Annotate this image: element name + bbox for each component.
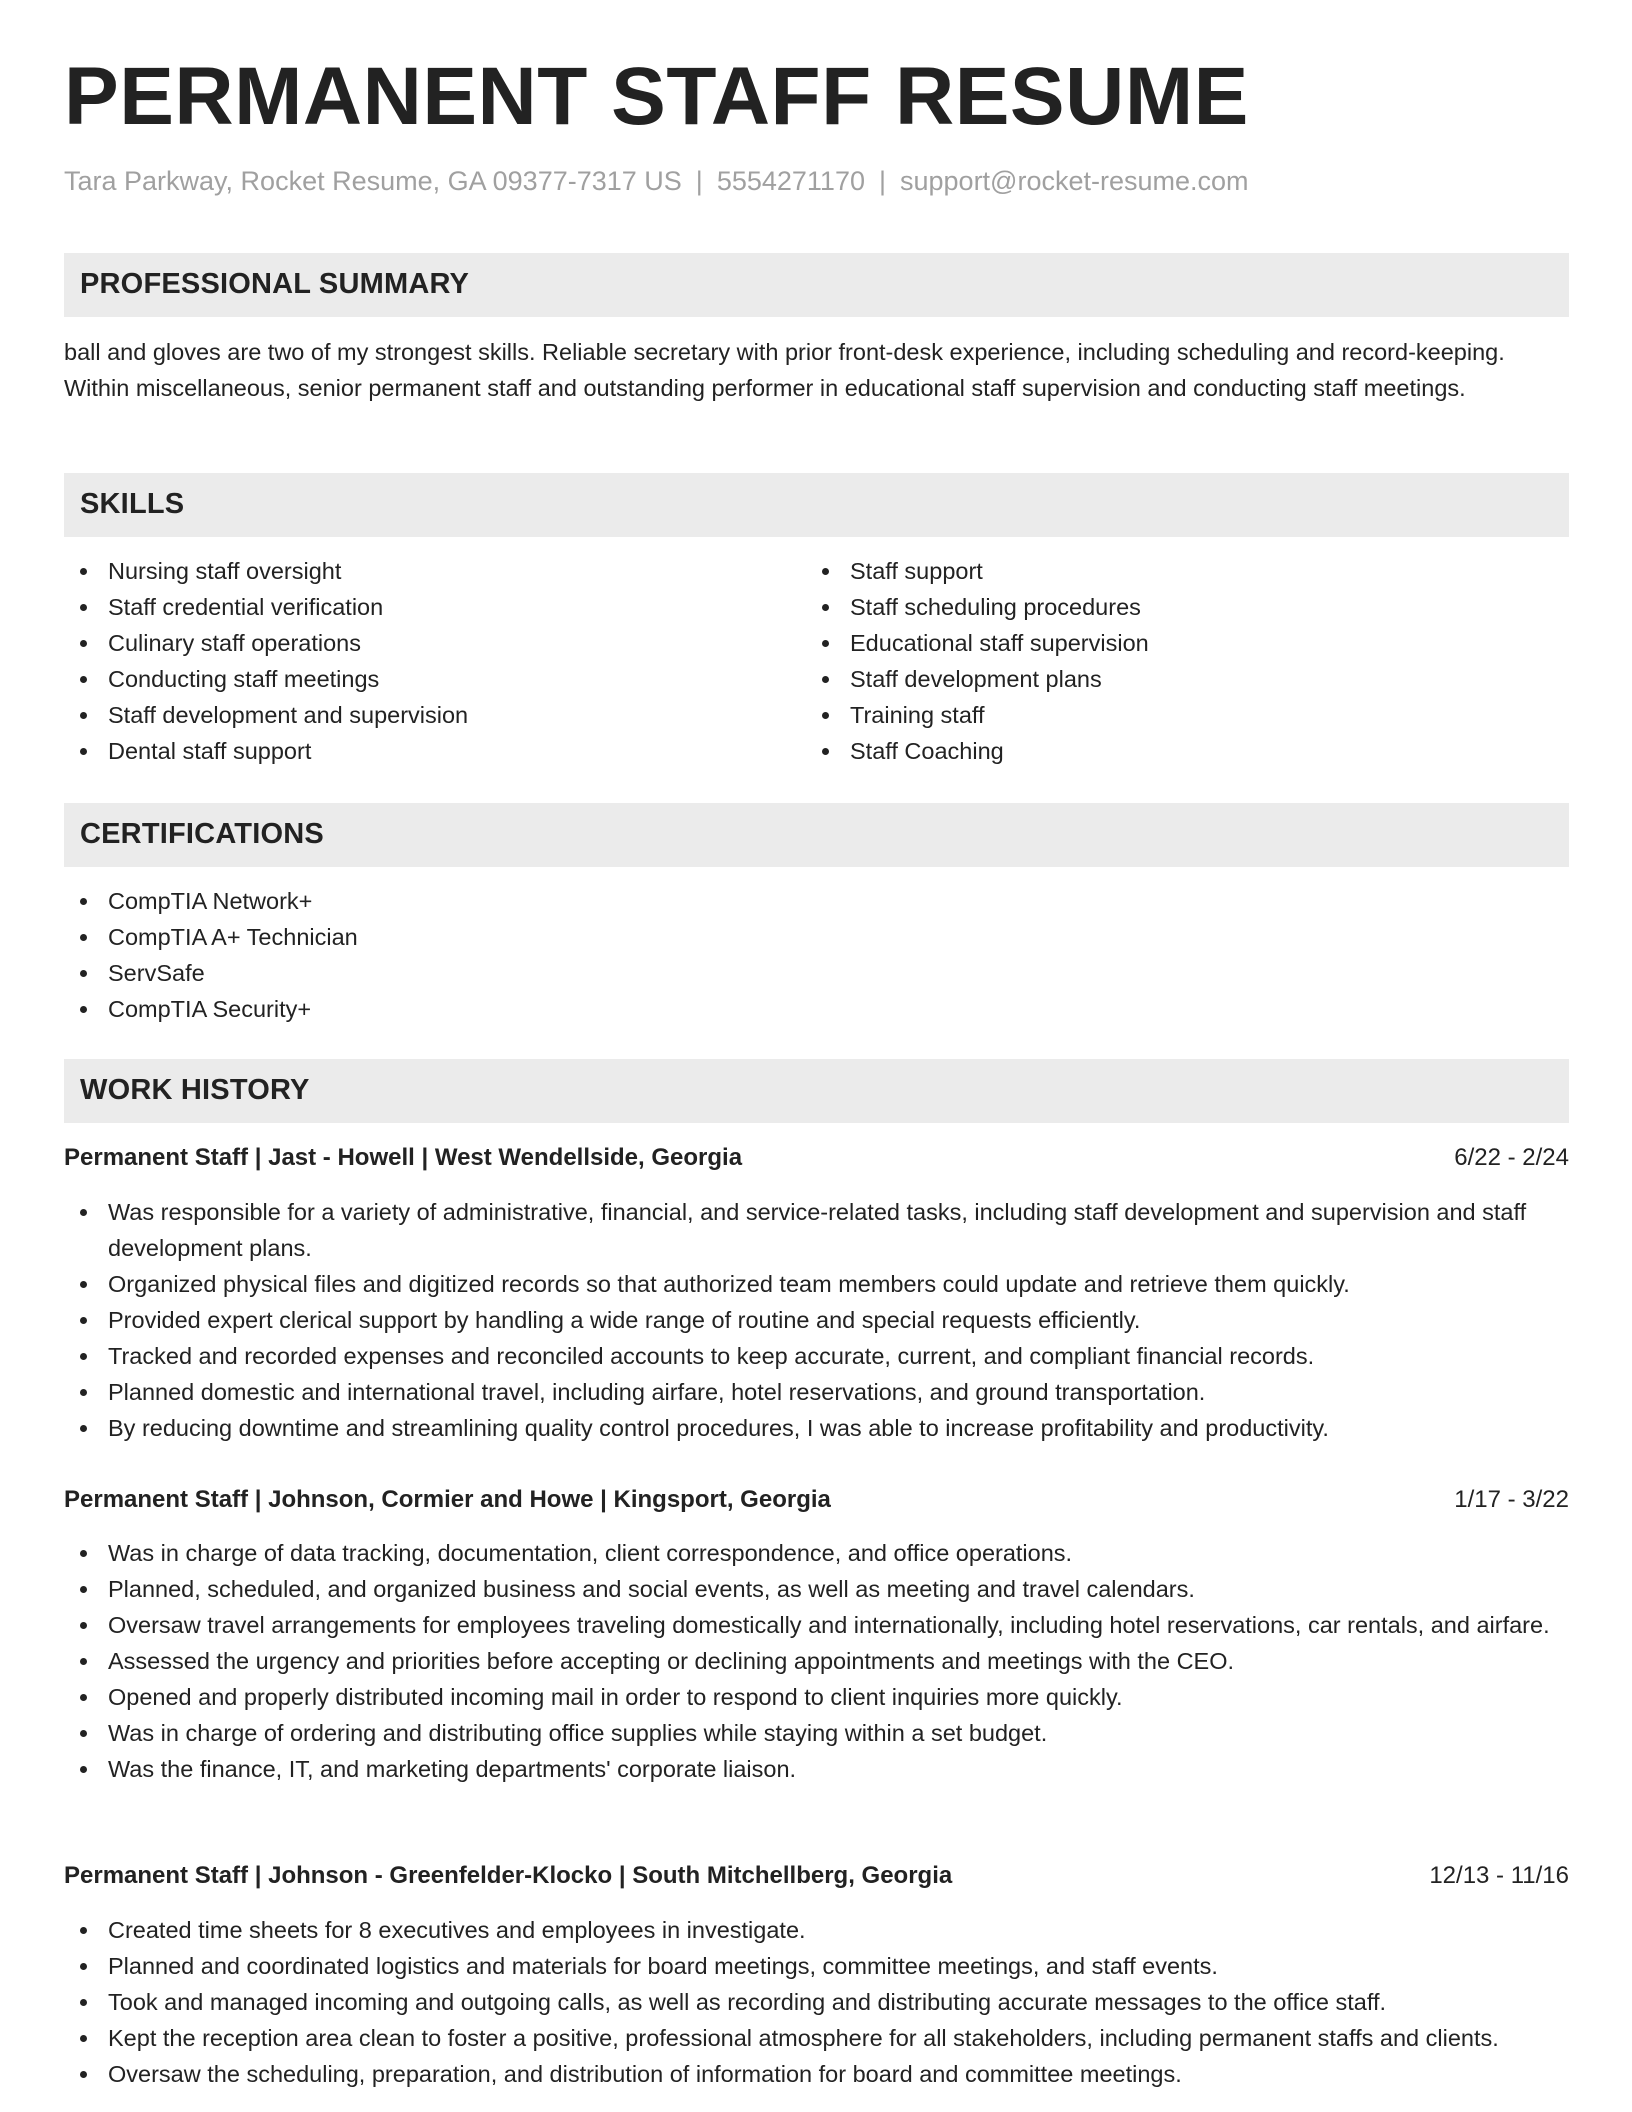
- job-bullet: Created time sheets for 8 executives and employees in investigate.: [64, 1912, 1569, 1948]
- job-bullet: Planned, scheduled, and organized business and social events, as well as meeting and travel calendars.: [64, 1571, 1569, 1607]
- skill-item: Staff support: [806, 553, 1506, 589]
- skill-item: Staff scheduling procedures: [806, 589, 1506, 625]
- certifications-heading: CERTIFICATIONS: [80, 818, 324, 850]
- certification-item: ServSafe: [64, 955, 864, 991]
- skill-item: Nursing staff oversight: [64, 553, 764, 589]
- job-bullet: Was in charge of data tracking, documentation, client correspondence, and office operations.: [64, 1535, 1569, 1571]
- job-bullets: [64, 1194, 1569, 1446]
- summary-text: ball and gloves are two of my strongest skills. Reliable secretary with prior front-desk experience, including scheduling and record-keeping. Within miscellaneous, senior permanent staff and outstanding performer in educational staff supervision and conducting staff meetings.: [64, 339, 1505, 401]
- job-bullet: Kept the reception area clean to foster a positive, professional atmosphere for all stakeholders, including permanent staffs and clients.: [64, 2020, 1569, 2056]
- job-bullet: Planned domestic and international travel, including airfare, hotel reservations, and ground transportation.: [64, 1374, 1569, 1410]
- skill-item: Educational staff supervision: [806, 625, 1506, 661]
- skill-item: Staff credential verification: [64, 589, 764, 625]
- resume-title: PERMANENT STAFF RESUME: [64, 51, 1249, 142]
- job-dates: 12/13 - 11/16: [1429, 1862, 1569, 1889]
- job-bullet: Tracked and recorded expenses and reconciled accounts to keep accurate, current, and compliant financial records.: [64, 1338, 1569, 1374]
- job-bullet: Planned and coordinated logistics and materials for board meetings, committee meetings, and staff events.: [64, 1948, 1569, 1984]
- skills-list-right: [806, 553, 1506, 769]
- job-header: [64, 1140, 1569, 1176]
- skill-item: Training staff: [806, 697, 1506, 733]
- job-bullet-list: [64, 1194, 1569, 1446]
- certification-item: CompTIA A+ Technician: [64, 919, 864, 955]
- certifications-section-header: [64, 803, 1569, 867]
- job-title: Permanent Staff | Johnson, Cormier and Howe | Kingsport, Georgia: [64, 1486, 831, 1513]
- contact-email: support@rocket-resume.com: [900, 166, 1249, 196]
- job-bullet: Was the finance, IT, and marketing departments' corporate liaison.: [64, 1751, 1569, 1787]
- job-header: [64, 1858, 1569, 1894]
- certifications-list: [64, 883, 864, 1027]
- job-bullet: Oversaw travel arrangements for employees traveling domestically and internationally, including hotel reservations, car rentals, and airfare.: [64, 1607, 1569, 1643]
- skill-item: Culinary staff operations: [64, 625, 764, 661]
- job-bullet: Provided expert clerical support by handling a wide range of routine and special requests efficiently.: [64, 1302, 1569, 1338]
- contact-address: Tara Parkway, Rocket Resume, GA 09377-7317 US: [64, 166, 682, 196]
- job-bullet: Was responsible for a variety of administrative, financial, and service-related tasks, including staff development and supervision and staff development plans.: [64, 1194, 1569, 1266]
- skills-section-header: [64, 473, 1569, 537]
- skills-list-left: [64, 553, 764, 769]
- skills-right-column: [806, 553, 1506, 769]
- job-bullet: Organized physical files and digitized records so that authorized team members could update and retrieve them quickly.: [64, 1266, 1569, 1302]
- skills-heading: SKILLS: [80, 488, 185, 520]
- job-bullet-list: [64, 1912, 1569, 2092]
- job-title: Permanent Staff | Johnson - Greenfelder-Klocko | South Mitchellberg, Georgia: [64, 1862, 953, 1889]
- job-dates: 6/22 - 2/24: [1454, 1144, 1569, 1171]
- contact-separator: |: [695, 166, 703, 196]
- job-header: [64, 1482, 1569, 1518]
- certification-item: CompTIA Security+: [64, 991, 864, 1027]
- certification-item: CompTIA Network+: [64, 883, 864, 919]
- contact-line: [64, 168, 1249, 195]
- skills-left-column: [64, 553, 764, 769]
- skill-item: Staff Coaching: [806, 733, 1506, 769]
- skill-item: Staff development and supervision: [64, 697, 764, 733]
- job-bullet: Was in charge of ordering and distributing office supplies while staying within a set budget.: [64, 1715, 1569, 1751]
- work-section-header: [64, 1059, 1569, 1123]
- skill-item: Staff development plans: [806, 661, 1506, 697]
- contact-phone: 5554271170: [716, 166, 865, 196]
- skill-item: Conducting staff meetings: [64, 661, 764, 697]
- job-title: Permanent Staff | Jast - Howell | West Wendellside, Georgia: [64, 1144, 743, 1171]
- job-bullet: Opened and properly distributed incoming mail in order to respond to client inquiries more quickly.: [64, 1679, 1569, 1715]
- summary-section-header: [64, 253, 1569, 317]
- job-bullet: Took and managed incoming and outgoing calls, as well as recording and distributing accurate messages to the office staff.: [64, 1984, 1569, 2020]
- certifications-block: [64, 883, 864, 1027]
- job-dates: 1/17 - 3/22: [1454, 1486, 1569, 1513]
- job-bullet: Oversaw the scheduling, preparation, and distribution of information for board and committee meetings.: [64, 2056, 1569, 2092]
- job-bullet-list: [64, 1535, 1569, 1787]
- work-heading: WORK HISTORY: [80, 1074, 310, 1106]
- skill-item: Dental staff support: [64, 733, 764, 769]
- contact-separator: |: [878, 166, 886, 196]
- job-bullet: Assessed the urgency and priorities before accepting or declining appointments and meetings with the CEO.: [64, 1643, 1569, 1679]
- job-bullets: [64, 1912, 1569, 2092]
- summary-heading: PROFESSIONAL SUMMARY: [80, 268, 470, 300]
- job-bullet: By reducing downtime and streamlining quality control procedures, I was able to increase profitability and productivity.: [64, 1410, 1569, 1446]
- job-bullets: [64, 1535, 1569, 1787]
